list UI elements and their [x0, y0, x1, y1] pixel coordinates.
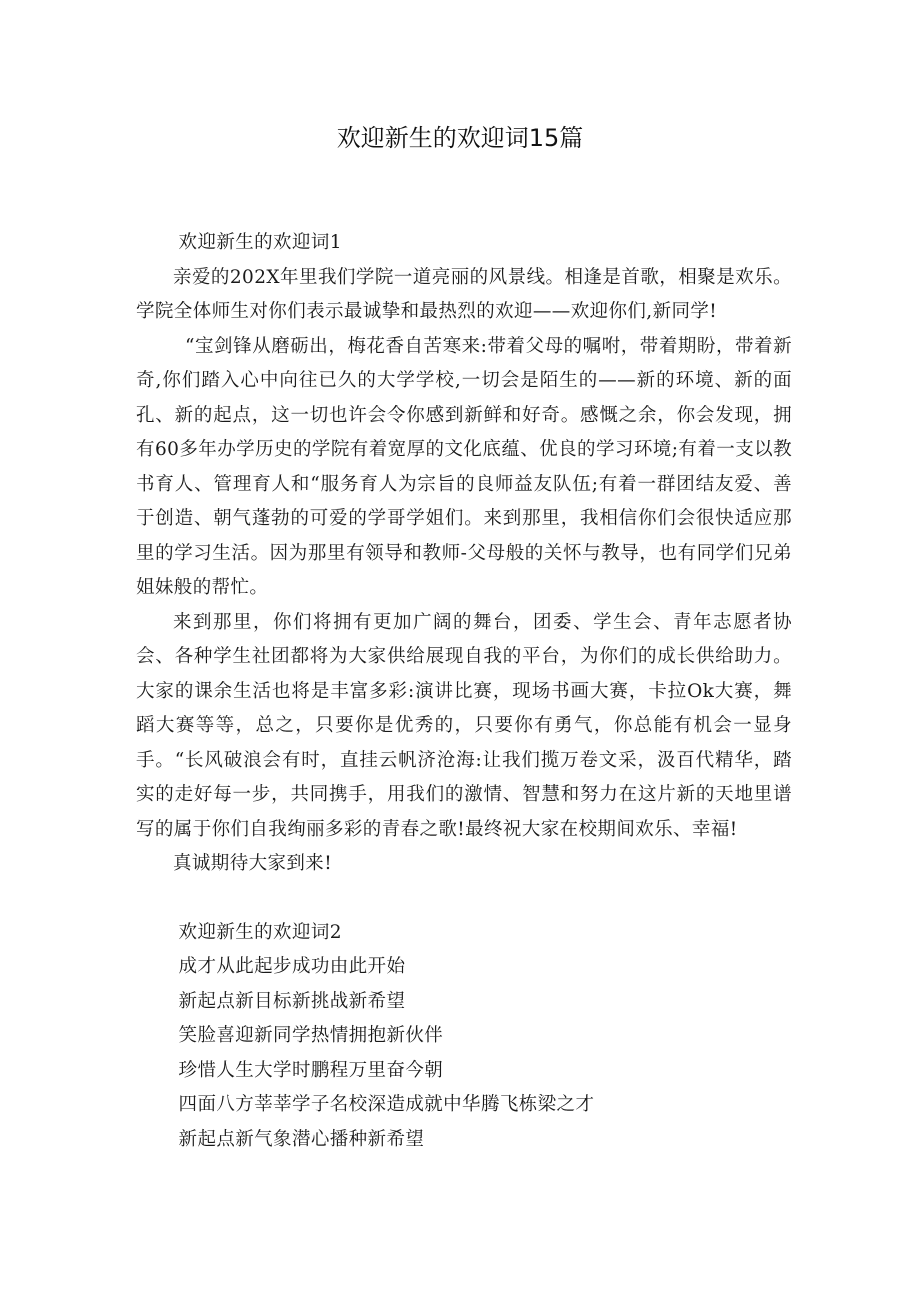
- slogan-line: 笑脸喜迎新同学热情拥抱新伙伴: [178, 1025, 444, 1046]
- section-spacer: [136, 882, 792, 916]
- slogan-line: 新起点新目标新挑战新希望: [178, 990, 406, 1012]
- paragraph: 真诚期待大家到来!: [173, 853, 333, 874]
- slogan-line: 新起点新气象潜心播种新希望: [178, 1128, 425, 1150]
- paragraph: 亲爱的202X年里我们学院一道亮丽的风景线。相逢是首歌，相聚是欢乐。学院全体师生对你们表示最诚挚和最热烈的欢迎——欢迎你们,新同学!: [136, 266, 792, 322]
- document-body: [136, 226, 792, 1157]
- section-heading-2: 欢迎新生的欢迎词2: [178, 921, 342, 943]
- slogan-line: 珍惜人生大学时鹏程万里奋今朝: [178, 1059, 444, 1081]
- paragraph: “宝剑锋从磨砺出，梅花香自苦寒来:带着父母的嘱咐，带着期盼，带着新奇,你们踏入心中向往已久的大学学校,一切会是陌生的——新的环境、新的面孔、新的起点，这一切也许会令你感到新鲜和好奇。感慨之余，你会发现，拥有60多年办学历史的学院有着宽厚的文化底蕴、优良的学习环境;有着一支以教书育人、管理育人和“服务育人为宗旨的良师益友队伍;有着一群团结友爱、善于创造、朝气蓬勃的可爱的学哥学姐们。来到那里，我相信你们会很快适应那里的学习生活。因为那里有领导和教师-父母般的关怀与教导，也有同学们兄弟姐妹般的帮忙。: [136, 335, 792, 598]
- slogan-line: 四面八方莘莘学子名校深造成就中华腾飞栋梁之才: [178, 1094, 595, 1115]
- document-title: 欢迎新生的欢迎词15篇: [336, 124, 584, 152]
- slogan-line: 成才从此起步成功由此开始: [178, 956, 406, 977]
- section-heading-1: 欢迎新生的欢迎词1: [178, 232, 342, 253]
- paragraph: 来到那里，你们将拥有更加广阔的舞台，团委、学生会、青年志愿者协会、各种学生社团都将为大家供给展现自我的平台，为你们的成长供给助力。大家的课余生活也将是丰富多彩:演讲比赛，现场书画大赛，卡拉Ok大赛，舞蹈大赛等等，总之，只要你是优秀的，只要你有勇气，你总能有机会一显身手。“长风破浪会有时，直挂云帆济沧海:让我们揽万卷文采，汲百代精华，踏实的走好每一步，共同携手，用我们的激情、智慧和努力在这片新的天地里谱写的属于你们自我绚丽多彩的青春之歌!最终祝大家在校期间欢乐、幸福!: [136, 611, 792, 840]
